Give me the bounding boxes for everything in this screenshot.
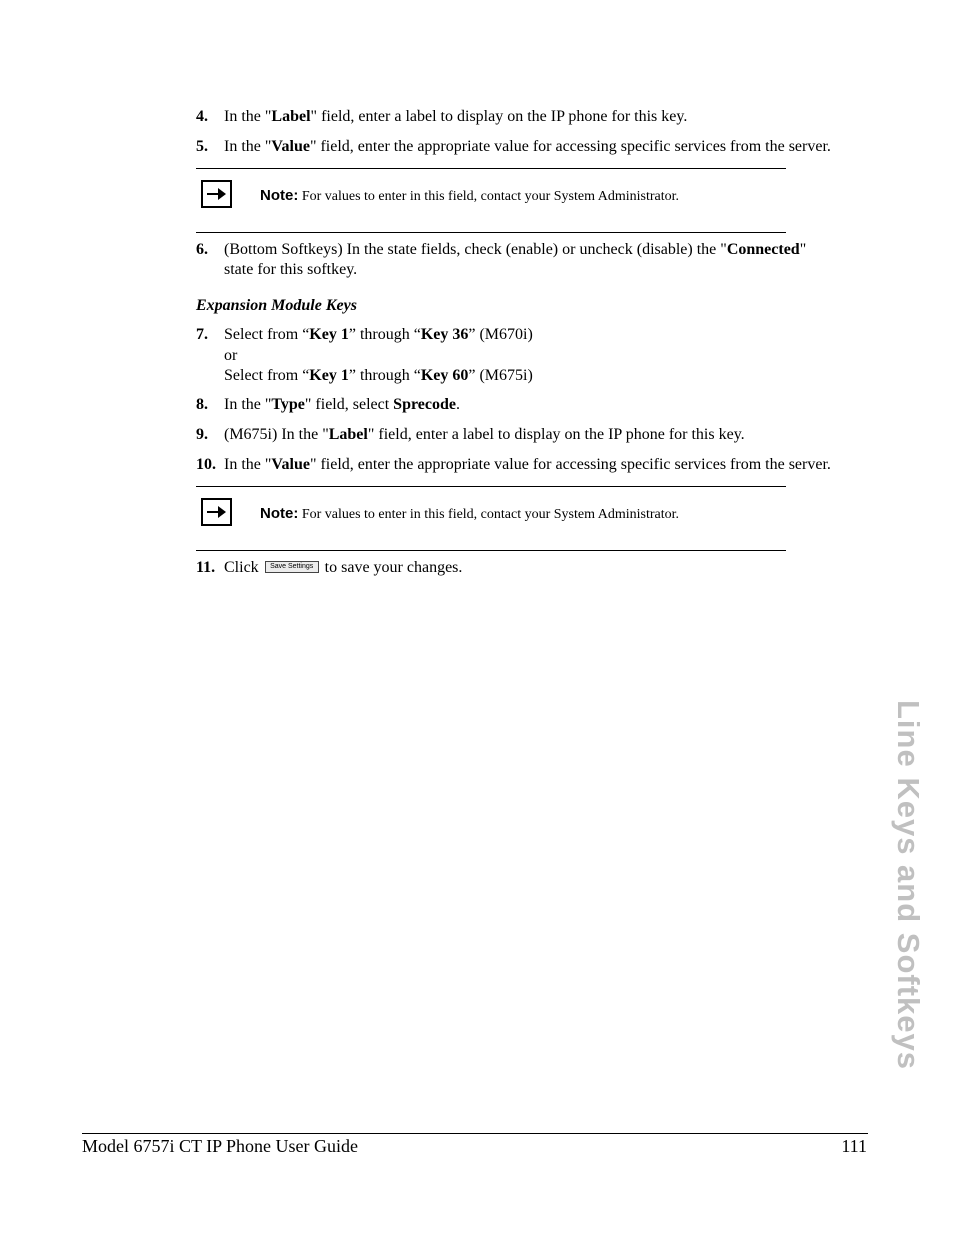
arrow-right-icon [201, 180, 232, 208]
footer-rule [82, 1133, 868, 1134]
note-text: For values to enter in this field, contact your System Administrator. [301, 507, 679, 522]
note-top-rule [196, 486, 786, 487]
step-number: 6. [196, 241, 208, 258]
note-bottom-rule [196, 232, 786, 233]
note-top-rule [196, 168, 786, 169]
step-text: Click Save Settings to save your changes. [224, 559, 463, 576]
step-text: In the "Value" field, enter the appropriate value for accessing specific services from the server. [224, 138, 831, 155]
step-number: 7. [196, 326, 208, 343]
note-text: For values to enter in this field, contact your System Administrator. [301, 189, 679, 204]
step-number: 8. [196, 396, 208, 413]
step-text: In the "Label" field, enter a label to display on the IP phone for this key. [224, 108, 688, 125]
step-text: In the "Value" field, enter the appropriate value for accessing specific services from the server. [224, 456, 831, 473]
note-1 [260, 187, 679, 206]
footer-title: Model 6757i CT IP Phone User Guide [82, 1136, 358, 1156]
save-settings-button[interactable]: Save Settings [265, 561, 319, 573]
note-2 [260, 505, 679, 524]
arrow-right-icon [201, 498, 232, 526]
note-label: Note: [260, 187, 299, 204]
step-text: Select from “Key 1” through “Key 36” (M670i) or Select from “Key 1” through “Key 60” (M675i) [224, 326, 533, 384]
step-number: 9. [196, 426, 208, 443]
note-label: Note: [260, 505, 299, 522]
section-heading: Expansion Module Keys [196, 297, 357, 314]
step-text: (Bottom Softkeys) In the state fields, check (enable) or uncheck (disable) the "Connected" state for this softkey. [224, 241, 807, 278]
note-bottom-rule [196, 550, 786, 551]
step-number: 10. [196, 456, 216, 473]
step-number: 5. [196, 138, 208, 155]
side-tab-title: Line Keys and Softkeys [891, 700, 926, 1071]
step-text: In the "Type" field, select Sprecode. [224, 396, 460, 413]
step-number: 4. [196, 108, 208, 125]
page-number: 111 [841, 1136, 867, 1156]
step-number: 11. [196, 559, 216, 576]
step-text: (M675i) In the "Label" field, enter a label to display on the IP phone for this key. [224, 426, 745, 443]
